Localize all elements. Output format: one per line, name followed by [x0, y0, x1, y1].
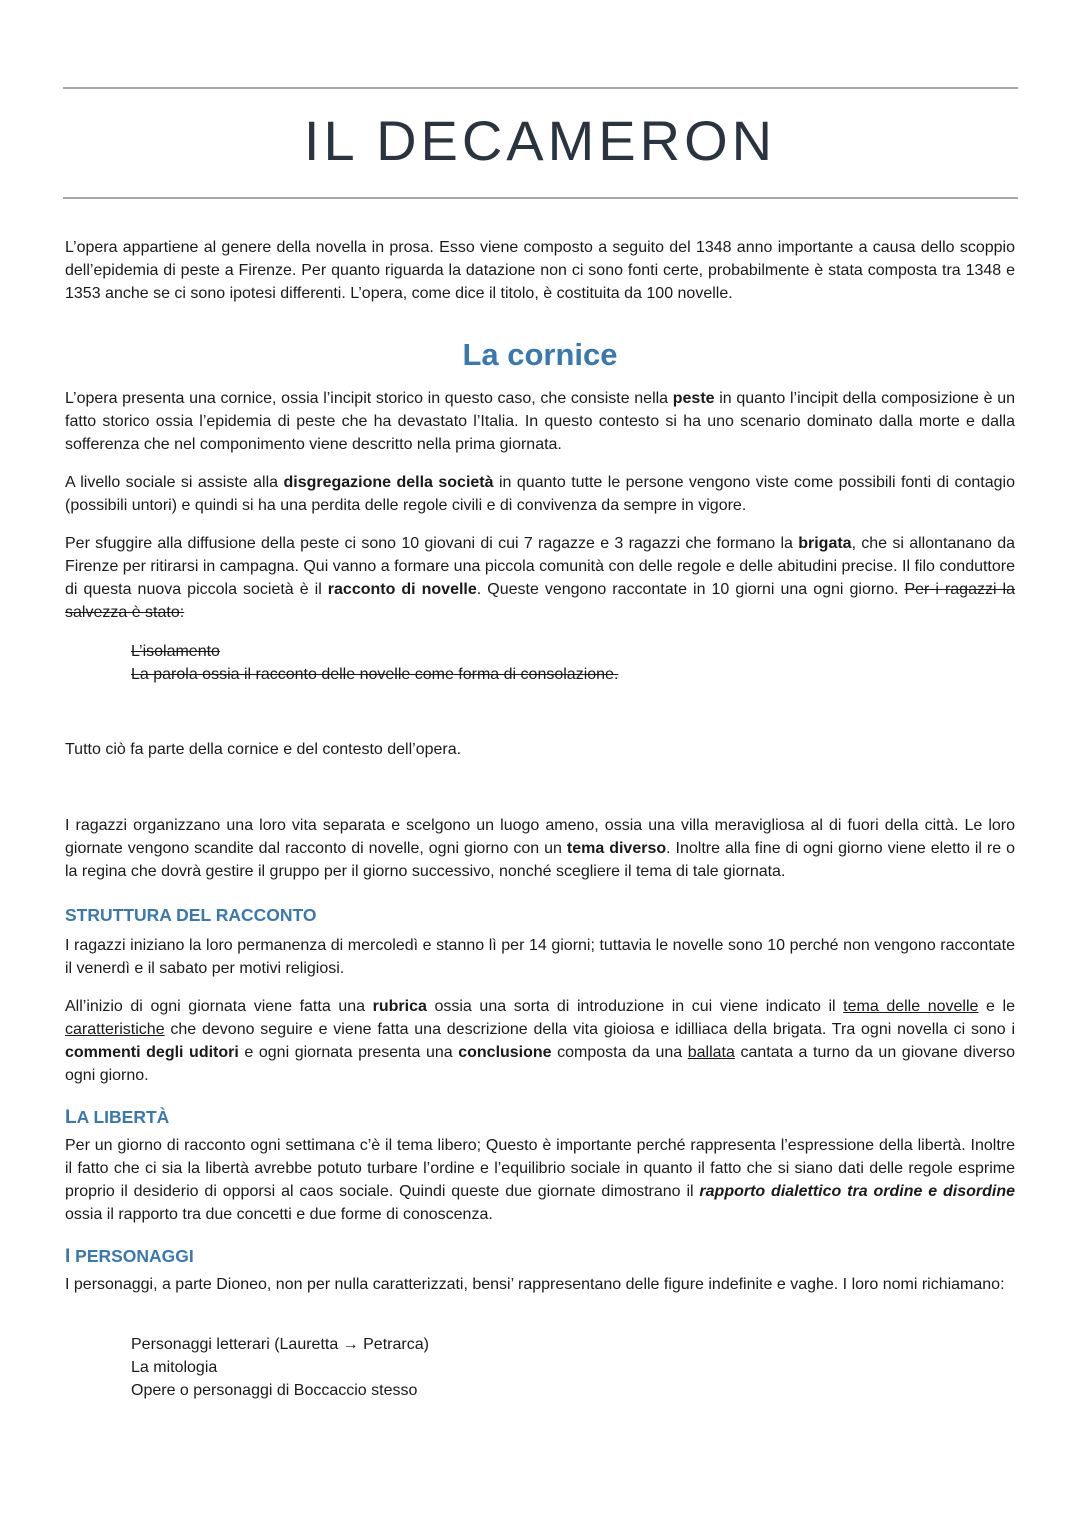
intro-paragraph: L’opera appartiene al genere della novella in prosa. Esso viene composto a seguito del 1348 anno importante a causa dello scoppio dell’epidemia di peste a Firenze. Per quanto riguarda la datazione non ci sono fonti certe, probabilmente è stata composta tra 1348 e 1353 anche se ci sono ipotesi differenti. L’opera, come dice il titolo, è costituita da 100 novelle.	[65, 239, 1015, 302]
personaggi-list-item: La mitologia	[131, 1359, 218, 1376]
cornice-paragraph-4: Tutto ciò fa parte della cornice e del contesto dell’opera.	[65, 741, 462, 758]
heading-struttura: STRUTTURA DEL RACCONTO	[65, 905, 317, 925]
struck-list-item: La parola ossia il racconto delle novelle come forma di consolazione.	[131, 666, 619, 683]
liberta-paragraph: Per un giorno di racconto ogni settimana c’è il tema libero; Questo è importante perché rappresenta l’espressione della libertà. Inoltre il fatto che ci sia la libertà avrebbe potuto turbare l’ordine e l’equilibrio sociale in quanto il fatto che si siano dati delle regole esprime proprio il desiderio di opporsi al caos sociale. Quindi queste due giornate dimostrano il rapporto dialettico tra ordine e disordine ossia il rapporto tra due concetti e due forme di conoscenza.	[65, 1137, 1015, 1223]
cornice-paragraph-5: I ragazzi organizzano una loro vita separata e scelgono un luogo ameno, ossia una villa meravigliosa al di fuori della città. Le loro giornate vengono scandite dal racconto di novelle, ogni giorno con un tema diverso. Inoltre alla fine di ogni giorno viene eletto il re o la regina che dovrà gestire il gruppo per il giorno successivo, nonché scegliere il tema di tale giornata.	[65, 817, 1015, 880]
struck-list-item: L’isolamento	[131, 643, 220, 660]
heading-cornice: La cornice	[462, 337, 618, 372]
top-rule	[63, 87, 1018, 89]
struck-text: Per i ragazzi la salvezza è stato:	[65, 581, 1016, 621]
struttura-paragraph-1: I ragazzi iniziano la loro permanenza di mercoledì e stanno lì per 14 giorni; tuttavia le novelle sono 10 perché non vengono raccontate il venerdì e il sabato per motivi religiosi.	[65, 937, 1015, 977]
heading-liberta: LA LIBERTÀ	[65, 1107, 170, 1128]
personaggi-paragraph: I personaggi, a parte Dioneo, non per nulla caratterizzati, bensi’ rappresentano delle figure indefinite e vaghe. I loro nomi richiamano:	[65, 1276, 1005, 1293]
heading-personaggi: I PERSONAGGI	[65, 1246, 194, 1267]
page-title: IL DECAMERON	[303, 109, 777, 172]
cornice-paragraph-2: A livello sociale si assiste alla disgregazione della società in quanto tutte le persone vengono viste come possibili fonti di contagio (possibili untori) e quindi si ha una perdita delle regole civili e di convivenza da sempre in vigore.	[65, 474, 1016, 514]
struttura-paragraph-2: All’inizio di ogni giornata viene fatta una rubrica ossia una sorta di introduzione in cui viene indicato il tema delle novelle e le caratteristiche che devono seguire e viene fatta una descrizione della vita gioiosa e idilliaca della brigata. Tra ogni novella ci sono i commenti degli uditori e ogni giornata presenta una conclusione composta da una ballata cantata a turno da un giovane diverso ogni giorno.	[65, 998, 1016, 1084]
personaggi-list-item: Opere o personaggi di Boccaccio stesso	[131, 1382, 418, 1399]
personaggi-list-item: Personaggi letterari (Lauretta → Petrarca)	[131, 1336, 429, 1353]
title-rule	[63, 197, 1018, 199]
cornice-paragraph-1: L’opera presenta una cornice, ossia l’incipit storico in questo caso, che consiste nella peste in quanto l’incipit della composizione è un fatto storico ossia l’epidemia di peste che ha devastato l’Italia. In questo contesto si ha uno scenario dominato dalla morte e dalla sofferenza che nel componimento viene descritto nella prima giornata.	[65, 390, 1015, 453]
cornice-paragraph-3: Per sfuggire alla diffusione della peste ci sono 10 giovani di cui 7 ragazze e 3 ragazzi che formano la brigata, che si allontanano da Firenze per ritirarsi in campagna. Qui vanno a formare una piccola comunità con delle regole e delle abitudini precise. Il filo conduttore di questa nuova piccola società è il racconto di novelle. Queste vengono raccontate in 10 giorni una ogni giorno. Per i ragazzi la salvezza è stato:	[65, 535, 1016, 621]
